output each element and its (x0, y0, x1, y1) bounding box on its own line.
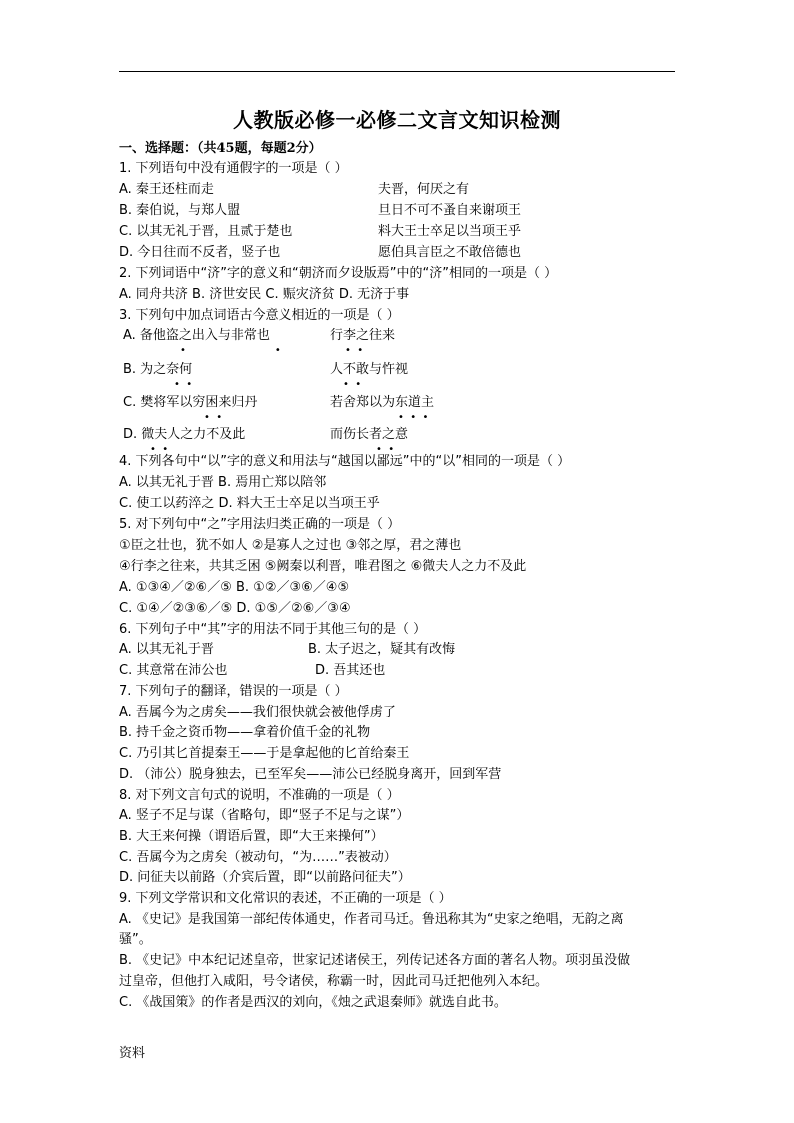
question-line: 2. 下列词语中“济”字的意义和“朝济而夕设版焉”中的“济”相同的一项是（ ） (119, 266, 558, 281)
option-line-right: 人不敢与忤视 (330, 362, 409, 377)
option-line: B. 秦伯说，与郑人盟 (119, 203, 241, 218)
option-line: B. 大王来何操（谓语后置，即“大王来操何”） (119, 829, 384, 844)
option-line-right: B. 太子迟之，疑其有改悔 (308, 642, 456, 657)
option-line: A. 竖子不足与谋（省略句，即“竖子不足与之谋”） (119, 808, 410, 823)
option-line-right: D. 吾其还也 (315, 663, 386, 678)
option-line: D. （沛公）脱身独去，已至军矣——沛公已经脱身离开，回到军营 (119, 767, 502, 782)
option-line: C. 使工以药淬之 D. 料大王士卒足以当项王乎 (119, 496, 380, 511)
section-heading: 一、选择题：（共45题，每题2分） (119, 141, 322, 156)
option-line: A. 以其无礼于晋 (119, 642, 214, 657)
question-line: 1. 下列语句中没有通假字的一项是（ ） (119, 161, 348, 176)
option-line: C. 乃引其匕首提秦王——于是拿起他的匕首给秦王 (119, 746, 410, 761)
emphasis-dots: • • (150, 444, 169, 455)
option-line: A. ①③④／②⑥／⑤ B. ①②／③⑥／④⑤ (119, 580, 350, 595)
option-line: D. 问征夫以前路（介宾后置，即“以前路问征夫”） (119, 870, 411, 885)
question-line: 3. 下列句中加点词语古今意义相近的一项是（ ） (119, 308, 400, 323)
option-line: A. 秦王还柱而走 (119, 182, 214, 197)
option-line: C. ①④／②③⑥／⑤ D. ①⑤／②⑥／③④ (119, 601, 351, 616)
option-line: ①臣之壮也，犹不如人 ②是寡人之过也 ③邻之厚，君之薄也 (119, 538, 462, 553)
option-line-right: 而伤长者之意 (330, 427, 409, 442)
option-line: B. 持千金之资币物——拿着价值千金的礼物 (119, 725, 371, 740)
page-title: 人教版必修一必修二文言文知识检测 (233, 108, 561, 132)
option-line-right: 料大王士卒足以当项王乎 (378, 224, 522, 239)
emphasis-dots: • • (345, 345, 364, 356)
option-line: A. 吾属今为之虏矣——我们很快就会被他俘虏了 (119, 705, 396, 720)
option-line-right: 行李之往来 (330, 328, 396, 343)
question-line: 7. 下列句子的翻译，错误的一项是（ ） (119, 684, 348, 699)
option-line: D. 今日往而不反者，竖子也 (119, 245, 281, 260)
option-line: B. 为之奈何 (123, 362, 193, 377)
option-line: 骚”。 (119, 932, 152, 947)
page-footer: 资料 (119, 1046, 146, 1061)
question-line: 8. 对下列文言句式的说明，不准确的一项是（ ） (119, 788, 400, 803)
emphasis-dots: • • • (398, 412, 429, 423)
option-line: C. 其意常在沛公也 (119, 663, 228, 678)
option-line: 过皇帝，但他打入咸阳，号令诸侯，称霸一时，因此司马迁把他列入本纪。 (119, 974, 549, 989)
question-line: 6. 下列句子中“其”字的用法不同于其他三句的是（ ） (119, 622, 427, 637)
emphasis-dots: • • (376, 444, 395, 455)
option-line-right: 旦日不可不蚤自来谢项王 (378, 203, 522, 218)
option-line: C. 吾属今为之虏矣（被动句，“为……”表被动） (119, 850, 397, 865)
option-line-right: 若舍郑以为东道主 (330, 395, 435, 410)
option-line: A. 《史记》是我国第一部纪传体通史，作者司马迁。鲁迅称其为“史家之绝唱，无韵之离 (119, 912, 624, 927)
option-line: C. 以其无礼于晋，且贰于楚也 (119, 224, 293, 239)
option-line: B. 《史记》中本纪记述皇帝，世家记述诸侯王，列传记述各方面的著名人物。项羽虽没做 (119, 953, 631, 968)
option-line-right: 愿伯具言臣之不敢倍德也 (378, 245, 522, 260)
question-line: 9. 下列文学常识和文化常识的表述，不正确的一项是（ ） (119, 891, 452, 906)
question-line: 5. 对下列句中“之”字用法归类正确的一项是（ ） (119, 517, 401, 532)
option-line: D. 微夫人之力不及此 (123, 427, 246, 442)
header-rule (119, 71, 675, 72)
emphasis-dots: • • (174, 379, 193, 390)
emphasis-dots: • • (204, 412, 223, 423)
option-line: A. 同舟共济 B. 济世安民 C. 赈灾济贫 D. 无济于事 (119, 287, 410, 302)
option-line-right: 夫晋，何厌之有 (378, 182, 470, 197)
emphasis-dots: • • (343, 379, 362, 390)
emphasis-dots: • • (180, 345, 281, 356)
question-line: 4. 下列各句中“以”字的意义和用法与“越国以鄙远”中的“以”相同的一项是（ ） (119, 454, 571, 469)
option-line: A. 以其无礼于晋 B. 焉用亡郑以陪邻 (119, 475, 327, 490)
option-line: A. 备他盗之出入与非常也 (123, 328, 270, 343)
option-line: C. 《战国策》的作者是西汉的刘向，《烛之武退秦师》就选自此书。 (119, 995, 507, 1010)
option-line: C. 樊将军以穷困来归丹 (123, 395, 258, 410)
option-line: ④行李之往来，共其乏困 ⑤阙秦以利晋，唯君图之 ⑥微夫人之力不及此 (119, 559, 527, 574)
